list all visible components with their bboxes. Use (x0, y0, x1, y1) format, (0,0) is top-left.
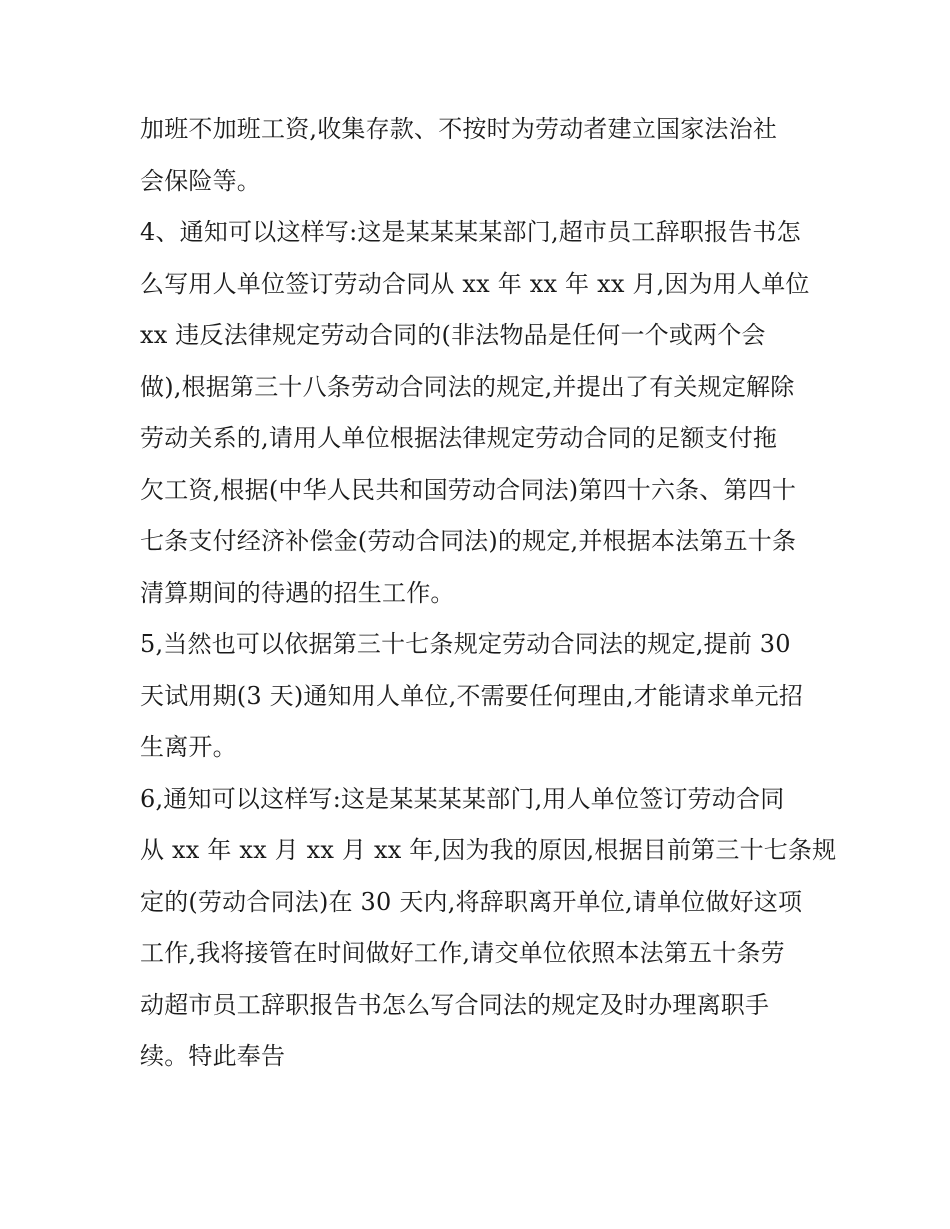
text-line: 七条支付经济补偿金(劳动合同法)的规定,并根据本法第五十条 (140, 527, 797, 555)
text-line: 工作,我将接管在时间做好工作,请交单位依照本法第五十条劳 (140, 939, 785, 967)
text-line: 6,通知可以这样写:这是某某某某部门,用人单位签订劳动合同 (140, 784, 785, 813)
text-line: 加班不加班工资,收集存款、不按时为劳动者建立国家法治社 (140, 115, 778, 143)
document-body (140, 104, 837, 1083)
text-line: 么写用人单位签订劳动合同从 xx 年 xx 年 xx 月,因为用人单位 (140, 269, 810, 298)
text-line: 定的(劳动合同法)在 30 天内,将辞职离开单位,请单位做好这项 (140, 887, 803, 916)
text-line: 生离开。 (140, 733, 237, 761)
text-line: 续。特此奉告 (140, 1042, 286, 1070)
text-line: xx 违反法律规定劳动合同的(非法物品是任何一个或两个会 (140, 321, 766, 349)
text-line: 动超市员工辞职报告书怎么写合同法的规定及时办理离职手 (140, 990, 770, 1019)
text-line: 4、通知可以这样写:这是某某某某部门,超市员工辞职报告书怎 (140, 218, 801, 246)
text-line: 天试用期(3 天)通知用人单位,不需要任何理由,才能请求单元招 (140, 681, 804, 710)
text-line: 5,当然也可以依据第三十七条规定劳动合同法的规定,提前 30 (140, 630, 791, 658)
text-line: 从 xx 年 xx 月 xx 月 xx 年,因为我的原因,根据目前第三十七条规 (140, 836, 837, 864)
text-line: 劳动关系的,请用人单位根据法律规定劳动合同的足额支付拖 (140, 424, 778, 452)
text-line: 清算期间的待遇的招生工作。 (140, 578, 455, 607)
text-line: 做),根据第三十八条劳动合同法的规定,并提出了有关规定解除 (140, 372, 795, 401)
text-line: 会保险等。 (140, 166, 261, 195)
text-line: 欠工资,根据(中华人民共和国劳动合同法)第四十六条、第四十 (140, 475, 797, 504)
